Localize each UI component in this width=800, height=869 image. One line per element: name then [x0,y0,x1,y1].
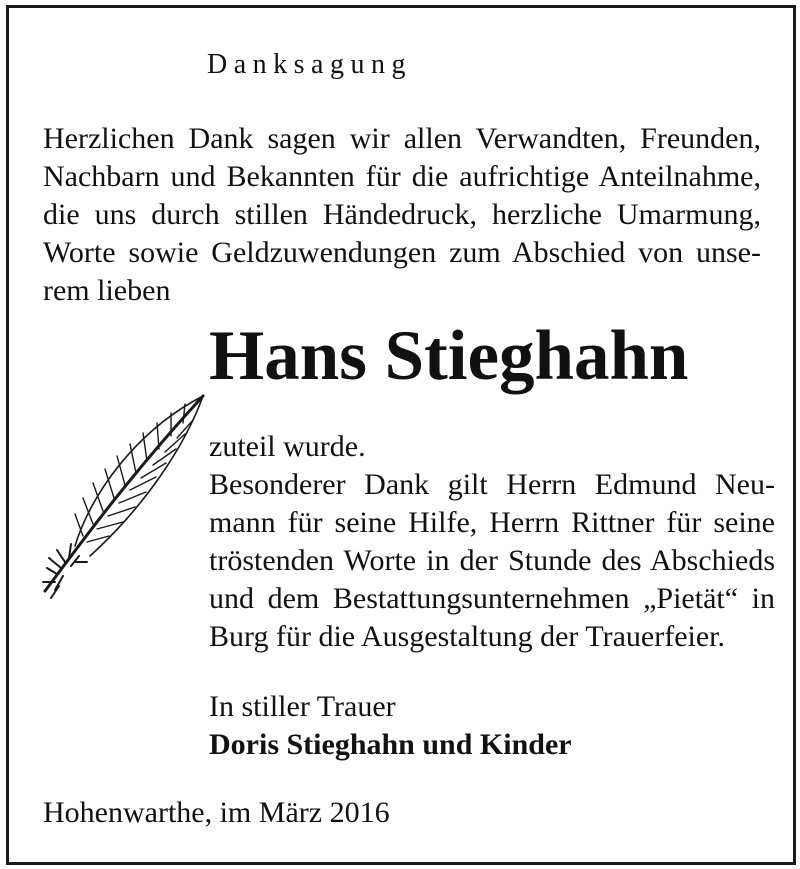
feather-icon [35,386,215,606]
family-signature: Doris Stieghahn und Kinder [209,728,572,761]
body-line: mann für seine Hilfe, Herrn Rittner für seine [209,506,775,539]
intro-line: Nachbarn und Bekannten für die aufrichtige Anteilnahme, [43,160,761,193]
closing-phrase: In stiller Trauer [209,690,396,723]
body-line: zuteil wurde. [209,430,366,463]
intro-paragraph [43,120,761,310]
body-line: und dem Bestattungsunternehmen „Pietät“ in [209,582,775,615]
body-line: Besonderer Dank gilt Herrn Edmund Neu- [209,468,775,501]
intro-line: die uns durch stillen Händedruck, herzliche Umarmung, [43,198,761,231]
notice-heading: Danksagung [207,49,412,80]
intro-line: rem lieben [43,274,171,307]
body-paragraph [209,428,775,656]
deceased-name: Hans Stieghahn [209,317,689,395]
intro-line: Herzlichen Dank sagen wir allen Verwandten, Freunden, [43,122,761,155]
closing-block [209,688,572,764]
place-date: Hohenwarthe, im März 2016 [43,796,390,829]
body-line: Burg für die Ausgestaltung der Trauerfeier. [209,620,726,653]
intro-line: Worte sowie Geldzuwendungen zum Abschied von unse- [43,236,761,269]
notice-frame [6,5,796,865]
body-line: tröstenden Worte in der Stunde des Abschieds [209,544,775,577]
